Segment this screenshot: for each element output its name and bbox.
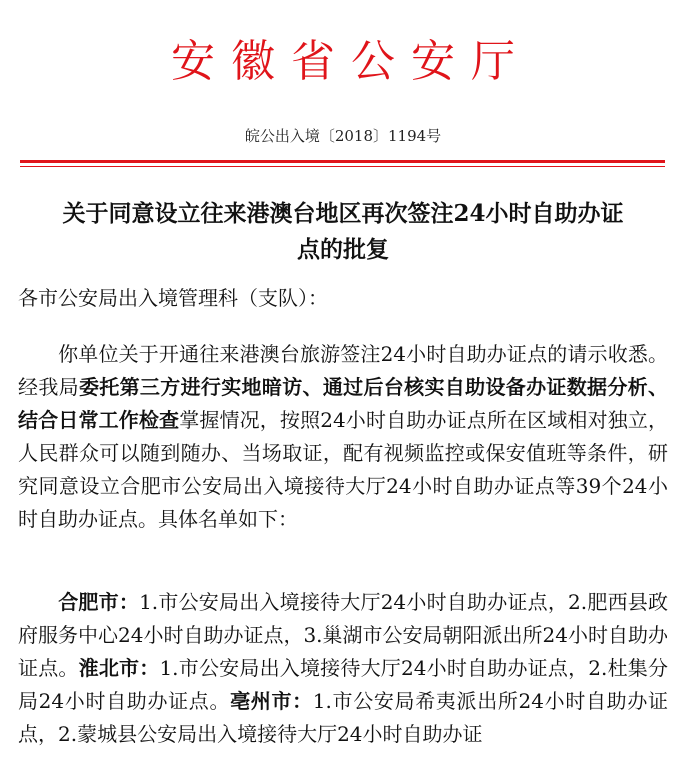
- header-rule-thick: [20, 160, 665, 163]
- paragraph-1: [18, 338, 668, 536]
- city-bozhou-list: 1.市公安局希夷派出所24小时自助办证点，2.蒙城县公安局出入境接待大厅24小时自助办证: [18, 689, 669, 746]
- title-line-1: 关于同意设立往来港澳台地区再次签注24小时自助办证: [62, 200, 624, 227]
- city-huaibei-list: 1.市公安局出入境接待大厅24小时自助办证点，2.杜集分局24小时自助办证点。: [18, 656, 669, 713]
- city-hefei-list: 1.市公安局出入境接待大厅24小时自助办证点，2.肥西县政府服务中心24小时自助办证点，3.巢湖市公安局朝阳派出所24小时自助办证点。: [18, 590, 668, 680]
- header-rule-thin: [20, 166, 665, 167]
- paragraph-2: [18, 586, 668, 751]
- greeting: 各市公安局出入境管理科（支队）：: [18, 286, 328, 310]
- title-line-2: 点的批复: [297, 236, 389, 263]
- document-number: 皖公出入境〔2018〕1194号: [244, 127, 442, 145]
- paragraph-1-text-b: 掌握情况，按照24小时自助办证点所在区域相对独立，人民群众可以随到随办、当场取证，配有视频监控或保安值班等条件，研究同意设立合肥市公安局出入境接待大厅24小时自助办证点等39个24小时自助办证点。具体名单如下：: [18, 408, 669, 531]
- paragraph-1-text-a: 你单位关于开通往来港澳台旅游签注24小时自助办证点的请示收悉。经我局: [18, 342, 668, 399]
- city-huaibei: 淮北市：: [78, 656, 160, 680]
- document-title: [20, 196, 666, 268]
- agency-masthead: 安徽省公安厅: [171, 36, 531, 87]
- paragraph-1-bold: 委托第三方进行实地暗访、通过后台核实自助设备办证数据分析、结合日常工作检查: [18, 375, 669, 432]
- city-bozhou: 亳州市：: [230, 689, 313, 713]
- city-hefei: 合肥市：: [58, 590, 140, 614]
